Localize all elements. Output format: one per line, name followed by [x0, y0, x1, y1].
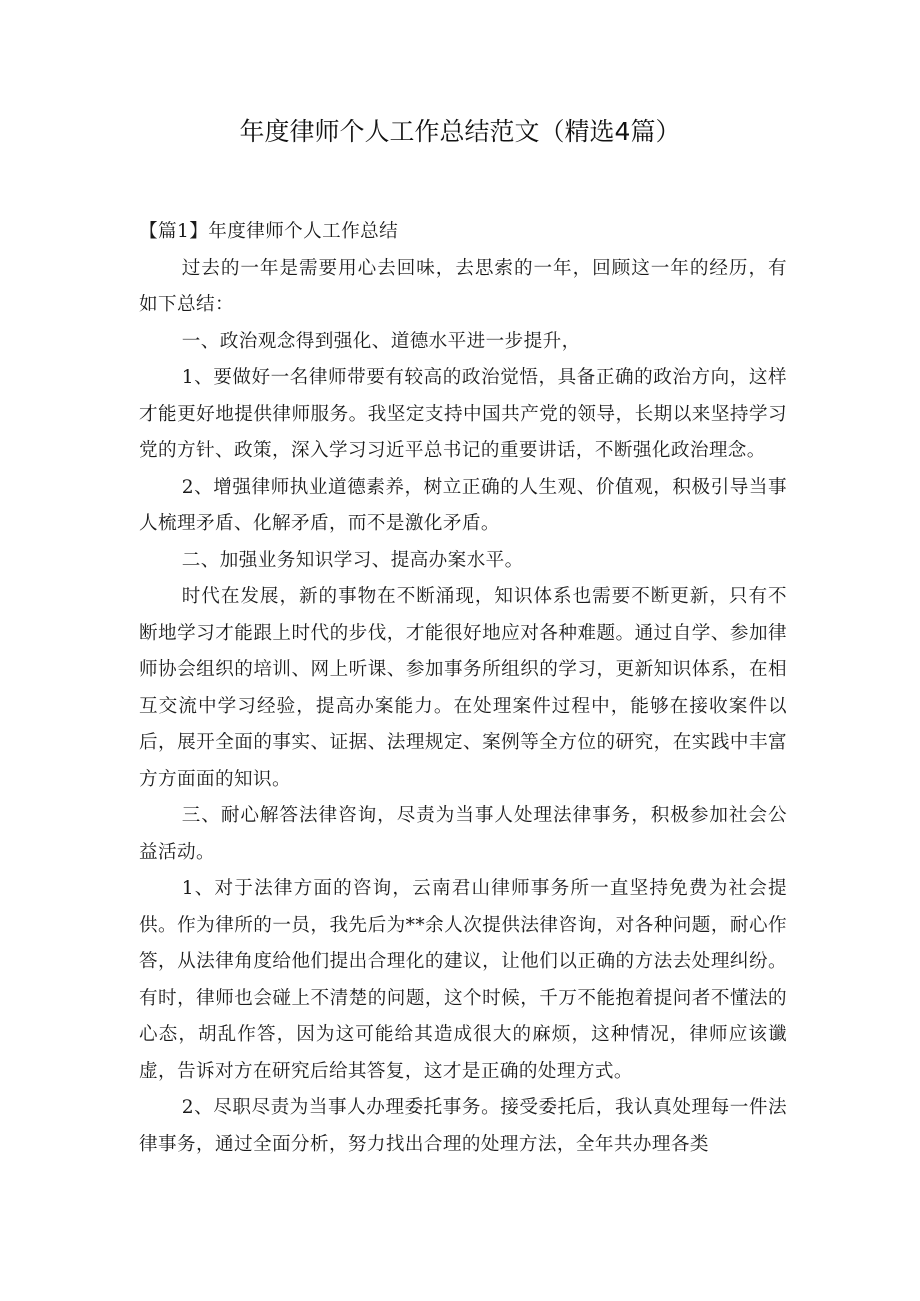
paragraph-3-2: 2、尽职尽责为当事人办理委托事务。接受委托后，我认真处理每一件法律事务，通过全面分析，努力找出合理的处理方法，全年共办理各类: [139, 1097, 787, 1155]
paragraph-1-2: 2、增强律师执业道德素养，树立正确的人生观、价值观，积极引导当事人梳理矛盾、化解矛盾，而不是激化矛盾。: [139, 476, 787, 534]
section-heading: 【篇1】年度律师个人工作总结: [139, 221, 399, 242]
document-body: [139, 214, 787, 1163]
paragraph-heading-1: 一、政治观念得到强化、道德水平进一步提升，: [181, 330, 581, 352]
paragraph-2-body: 时代在发展，新的事物在不断涌现，知识体系也需要不断更新，只有不断地学习才能跟上时代的步伐，才能很好地应对各种难题。通过自学、参加律师协会组织的培训、网上听课、参加事务所组织的学习，更新知识体系，在相互交流中学习经验，提高办案能力。在处理案件过程中，能够在接收案件以后，展开全面的事实、证据、法理规定、案例等全方位的研究，在实践中丰富方方面面的知识。: [139, 586, 787, 790]
paragraph-intro: 过去的一年是需要用心去回味，去思索的一年，回顾这一年的经历，有如下总结：: [139, 257, 787, 315]
paragraph-heading-2: 二、加强业务知识学习、提高办案水平。: [181, 549, 524, 571]
paragraph-1-1: 1、要做好一名律师带要有较高的政治觉悟，具备正确的政治方向，这样才能更好地提供律师服务。我坚定支持中国共产党的领导，长期以来坚持学习党的方针、政策，深入学习习近平总书记的重要讲话，不断强化政治理念。: [139, 367, 787, 461]
paragraph-heading-3: 三、耐心解答法律咨询，尽责为当事人处理法律事务，积极参加社会公益活动。: [139, 805, 787, 863]
document-title: 年度律师个人工作总结范文（精选4篇）: [239, 117, 681, 146]
paragraph-3-1: 1、对于法律方面的咨询，云南君山律师事务所一直坚持免费为社会提供。作为律所的一员，我先后为**余人次提供法律咨询，对各种问题，耐心作答，从法律角度给他们提出合理化的建议，让他们以正确的方法去处理纠纷。有时，律师也会碰上不清楚的问题，这个时候，千万不能抱着提问者不懂法的心态，胡乱作答，因为这可能给其造成很大的麻烦，这种情况，律师应该谶虚，告诉对方在研究后给其答复，这才是正确的处理方式。: [139, 878, 787, 1082]
